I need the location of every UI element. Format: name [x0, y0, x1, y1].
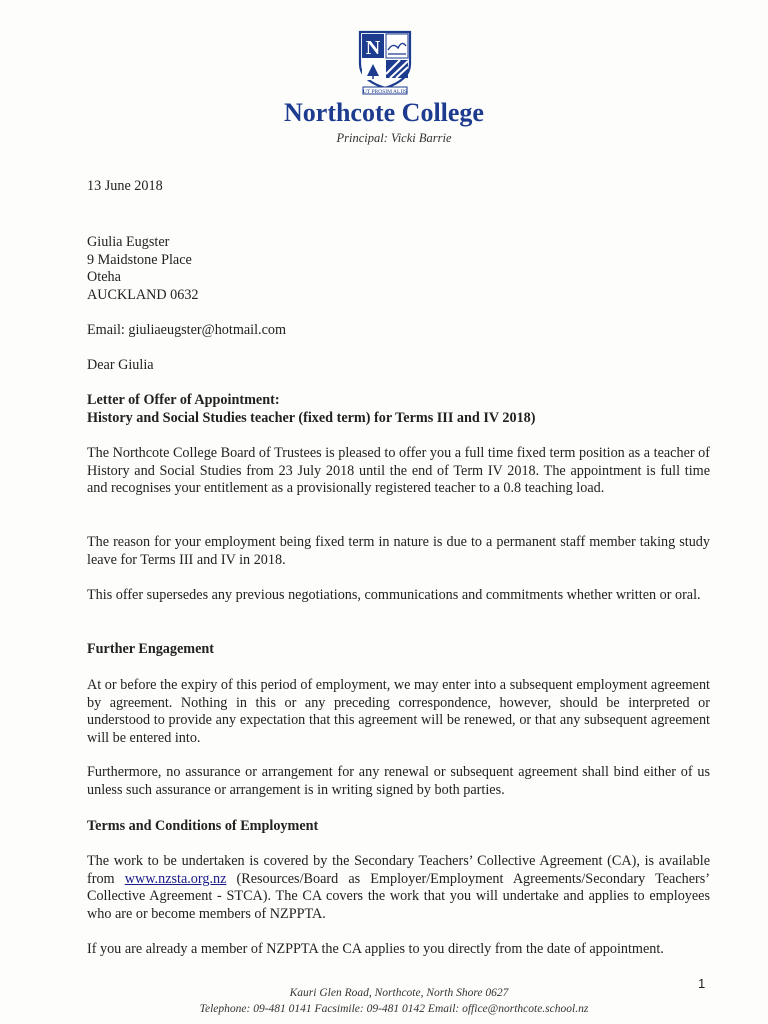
paragraph-supersedes: This offer supersedes any previous negotiations, communications and commitments whether written or oral.	[87, 587, 701, 603]
paragraph-offer: The Northcote College Board of Trustees is pleased to offer you a full time fixed term position as a teacher of History and Social Studies from 23 July 2018 until the end of Term IV 2018. The appointment is full time and recognises your entitlement as a provisionally registered teacher to a 0.8 teaching load.	[87, 445, 710, 496]
crest-motto: UT PROSIM ALIIS	[362, 89, 408, 95]
paragraph-further-engagement: At or before the expiry of this period of employment, we may enter into a subsequent employment agreement by agreement. Nothing in this or any preceding correspondence, however, should be interpreted or understood to provide any expectation that this agreement will be renewed, or that any subsequent agreement will be entered into.	[87, 677, 710, 746]
subject-line-1: Letter of Offer of Appointment:	[87, 392, 280, 408]
school-name: Northcote College	[284, 98, 484, 127]
footer-address: Kauri Glen Road, Northcote, North Shore 0627	[289, 987, 509, 999]
page-number: 1	[698, 976, 706, 991]
heading-terms-conditions: Terms and Conditions of Employment	[87, 818, 319, 834]
svg-text:N: N	[365, 37, 381, 59]
paragraph-membership: If you are already a member of NZPPTA the CA applies to you directly from the date of appointment.	[87, 941, 664, 957]
paragraph-collective-agreement	[87, 853, 710, 923]
subject-heading	[87, 392, 710, 427]
recipient-street: 9 Maidstone Place	[87, 251, 192, 268]
principal-name: Principal: Vicki Barrie	[336, 131, 452, 145]
recipient-name: Giulia Eugster	[87, 234, 170, 250]
salutation: Dear Giulia	[87, 357, 154, 373]
school-crest-logo	[358, 30, 412, 96]
paragraph-reason: The reason for your employment being fixed term in nature is due to a permanent staff member taking study leave for Terms III and IV in 2018.	[87, 534, 710, 568]
recipient-suburb: Oteha	[87, 269, 121, 285]
recipient-city: AUCKLAND 0632	[87, 286, 199, 303]
para6-text-before: The work to be undertaken is covered by the Secondary Teachers’ Collective Agreement (CA), is available from	[87, 853, 710, 887]
recipient-email: Email: giuliaeugster@hotmail.com	[87, 322, 287, 338]
recipient-address	[87, 234, 710, 304]
nzsta-link[interactable]: www.nzsta.org.nz	[124, 870, 227, 887]
paragraph-assurance: Furthermore, no assurance or arrangement for any renewal or subsequent agreement shall bind either of us unless such assurance or arrangement is in writing signed by both parties.	[87, 764, 710, 798]
footer-contact: Telephone: 09-481 0141 Facsimile: 09-481 0142 Email: office@northcote.school.nz	[199, 1003, 589, 1015]
heading-further-engagement: Further Engagement	[87, 641, 215, 657]
letter-date: 13 June 2018	[87, 178, 163, 194]
para6-text-after: (Resources/Board as Employer/Employment Agreements/Secondary Teachers’ Collective Agreement - STCA). The CA covers the work that you will undertake and applies to employees who are or become members of NZPPTA.	[87, 870, 710, 922]
subject-line-2: History and Social Studies teacher (fixed term) for Terms III and IV 2018)	[87, 409, 536, 426]
